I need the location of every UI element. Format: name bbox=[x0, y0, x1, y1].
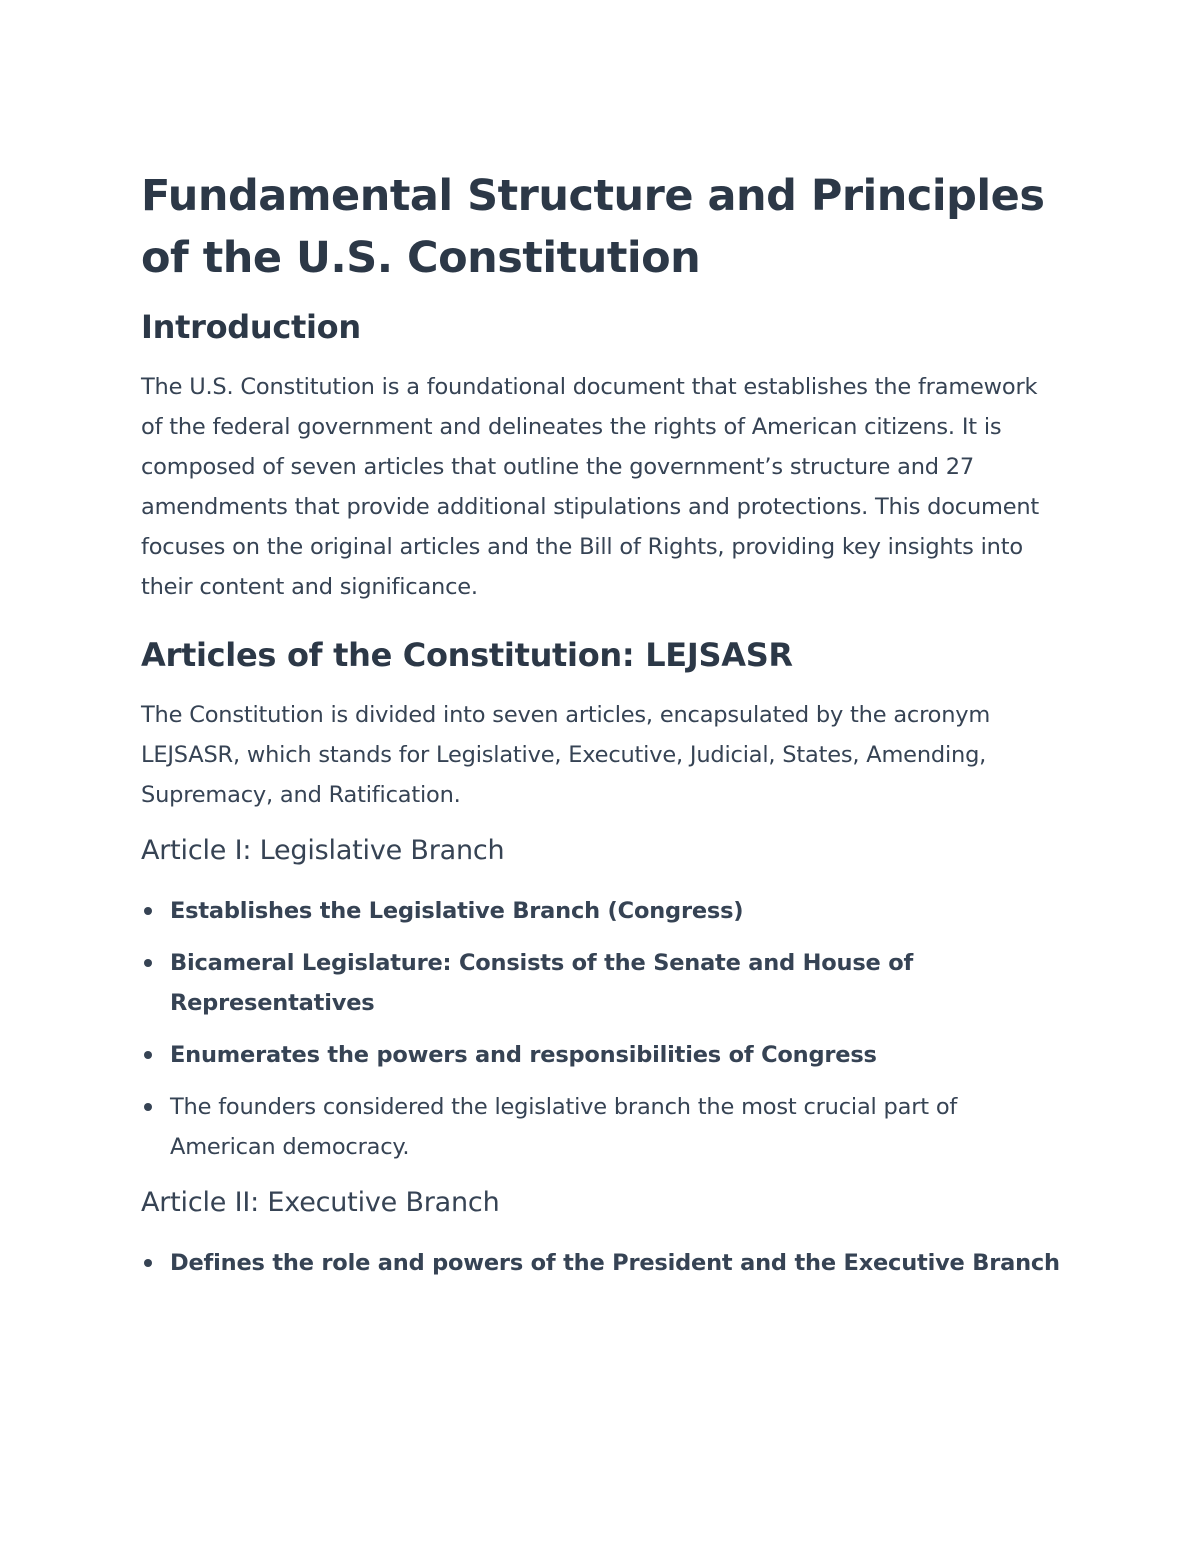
introduction-paragraph: The U.S. Constitution is a foundational document that establishes the framework of the federal government and delineates the rights of American citizens. It is composed of seven articles that outline the government’s structure and 27 amendments that provide additional stipulations and protections. This document focuses on the original articles and the Bill of Rights, providing key insights into their content and significance. bbox=[141, 374, 1040, 600]
article-1-heading: Article I: Legislative Branch bbox=[141, 835, 505, 866]
list-item-text: Enumerates the powers and responsibilities of Congress bbox=[170, 1042, 877, 1068]
list-item bbox=[141, 1087, 1061, 1167]
list-item bbox=[141, 1243, 1061, 1283]
bullet-icon bbox=[144, 959, 152, 967]
article-2-list bbox=[141, 1243, 1061, 1283]
document-title: Fundamental Structure and Principles of the U.S. Constitution bbox=[141, 171, 1045, 283]
document-page bbox=[141, 165, 1061, 1283]
article-1-list bbox=[141, 891, 1061, 1167]
list-item-text: Defines the role and powers of the President and the Executive Branch bbox=[170, 1250, 1060, 1276]
bullet-icon bbox=[144, 1103, 152, 1111]
list-item-text: The founders considered the legislative branch the most crucial part of American democracy. bbox=[170, 1094, 958, 1160]
list-item-text: Bicameral Legislature: Consists of the Senate and House of Representatives bbox=[170, 950, 914, 1016]
list-item-text: Establishes the Legislative Branch (Congress) bbox=[170, 898, 744, 924]
article-2-heading: Article II: Executive Branch bbox=[141, 1187, 500, 1218]
articles-paragraph: The Constitution is divided into seven articles, encapsulated by the acronym LEJSASR, which stands for Legislative, Executive, Judicial, States, Amending, Supremacy, and Ratification. bbox=[141, 702, 991, 808]
bullet-icon bbox=[144, 1051, 152, 1059]
list-item bbox=[141, 943, 1061, 1023]
articles-heading: Articles of the Constitution: LEJSASR bbox=[141, 636, 793, 674]
bullet-icon bbox=[144, 907, 152, 915]
list-item bbox=[141, 891, 1061, 931]
introduction-heading: Introduction bbox=[141, 308, 361, 346]
bullet-icon bbox=[144, 1259, 152, 1267]
list-item bbox=[141, 1035, 1061, 1075]
